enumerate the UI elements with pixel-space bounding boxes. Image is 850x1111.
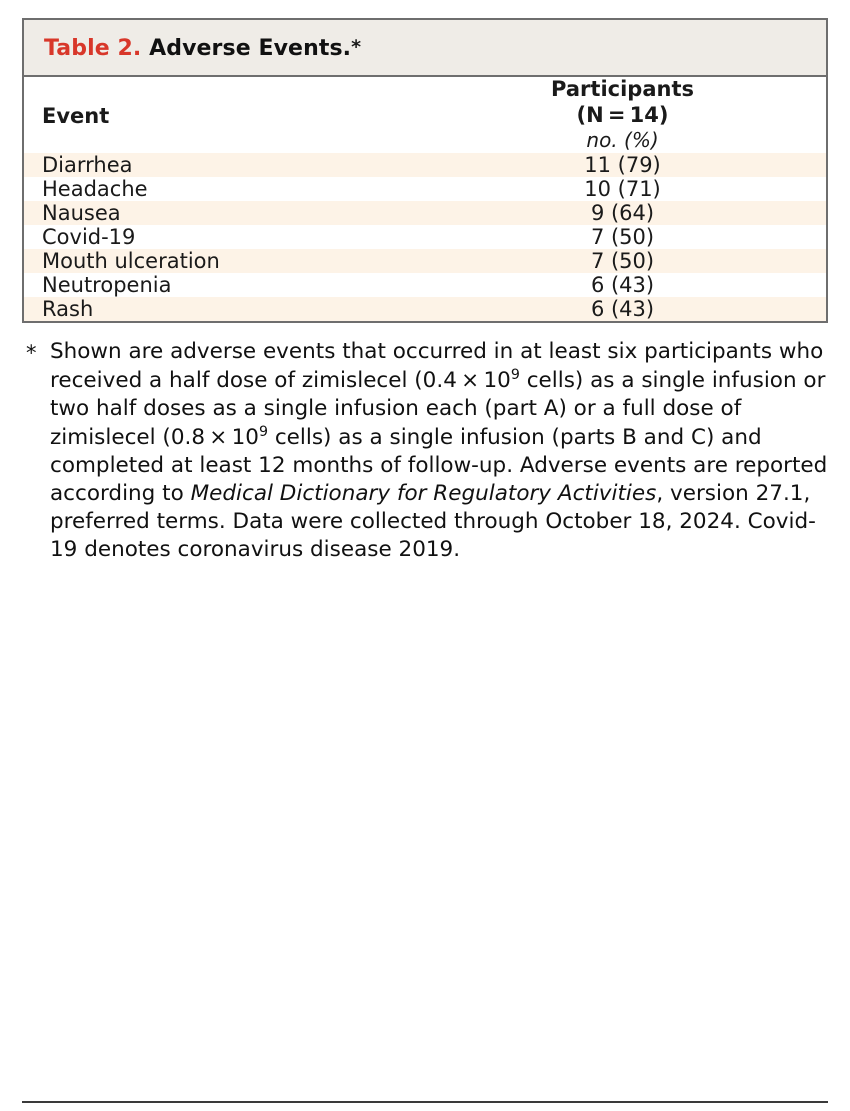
bottom-rule <box>22 1101 828 1103</box>
units-participants: no. (%) <box>459 128 826 153</box>
column-header-event: Event <box>42 104 110 129</box>
table-caption <box>24 20 826 77</box>
table-body <box>24 153 826 322</box>
table-footnote-marker: * <box>351 36 362 58</box>
adverse-events-table <box>24 77 826 321</box>
column-header-participants-line2: (N = 14) <box>576 102 669 127</box>
cell-participants: 7 (50) <box>590 225 655 250</box>
table-row <box>24 201 826 225</box>
table-row <box>24 273 826 297</box>
table-row <box>24 225 826 249</box>
table-row <box>24 249 826 273</box>
table-units-row <box>24 128 826 153</box>
cell-event: Nausea <box>24 201 459 225</box>
table-row <box>24 153 826 178</box>
cell-participants: 10 (71) <box>584 177 661 202</box>
cell-participants: 11 (79) <box>459 153 826 178</box>
table-row <box>24 297 826 321</box>
footnote-marker: * <box>26 341 37 366</box>
table-footnote <box>22 338 828 564</box>
column-header-participants-line1: Participants <box>551 77 694 101</box>
cell-event: Mouth ulceration <box>24 249 459 273</box>
table-header-row <box>24 77 826 128</box>
units-event <box>24 128 459 153</box>
column-header-participants <box>459 77 826 128</box>
cell-participants: 6 (43) <box>590 273 655 298</box>
table-container <box>22 18 828 323</box>
cell-event: Rash <box>24 297 459 321</box>
table-row <box>24 177 826 201</box>
cell-participants: 6 (43) <box>459 297 826 321</box>
cell-event: Headache <box>42 177 148 202</box>
cell-participants: 9 (64) <box>459 201 826 225</box>
table-label: Table 2. <box>44 36 142 61</box>
cell-participants: 7 (50) <box>459 249 826 273</box>
cell-event: Diarrhea <box>24 153 459 178</box>
table-title: Adverse Events. <box>149 36 352 61</box>
cell-event: Neutropenia <box>42 273 172 298</box>
footnote-text: Shown are adverse events that occurred in at least six participants who received a half dose of zimislecel ($0.4 \times 10^9$ cells) as a single infusion or two half doses as a single infusion each (part A) or a full dose of zimislecel ($0.8 \times 10^9$ cells) as a single infusion (parts B and C) and completed at least 12 months of follow-up. Adverse events are reported according to Medical Dictionary for Regulatory Activities, version 27.1, preferred terms. Data were collected through October 18, 2024. Covid-19 denotes coronavirus disease 2019. <box>50 339 828 563</box>
cell-event: Covid-19 <box>42 225 136 250</box>
